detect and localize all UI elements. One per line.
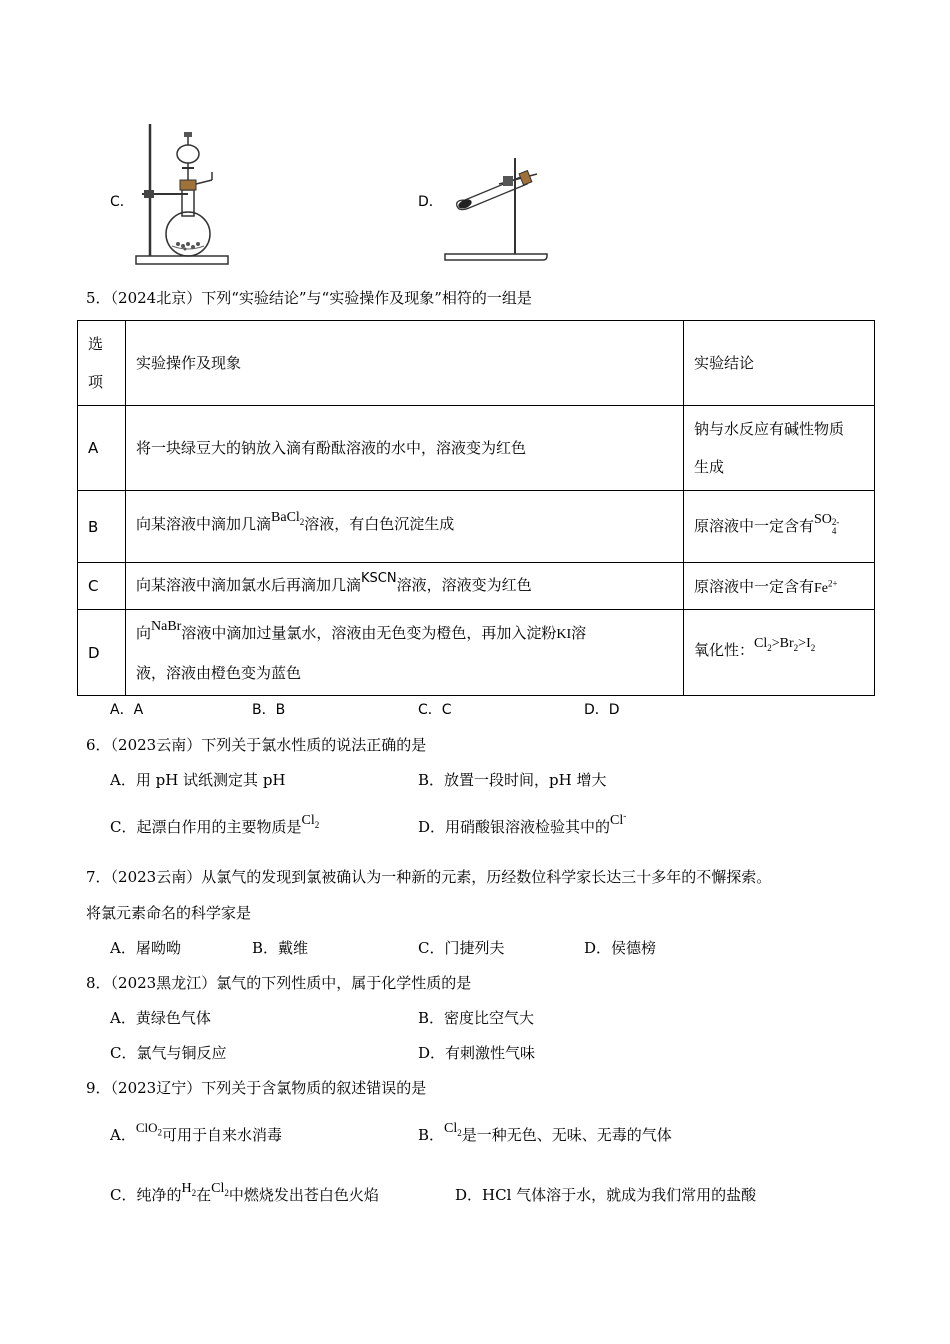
sulfate-charge: 2-	[831, 516, 840, 527]
question-9-stem: 9．（2023辽宁）下列关于含氯物质的叙述错误的是	[86, 1079, 427, 1097]
bacl2-sub: 2	[299, 516, 305, 527]
question-8-stem: 8．（2023黑龙江）氯气的下列性质中，属于化学性质的是	[86, 974, 472, 992]
row-a-conclusion-line2: 生成	[694, 458, 725, 476]
q9-c-cl2-sub: 2	[224, 1187, 229, 1198]
q9-a-clo2-text: ClO	[135, 1120, 158, 1135]
row-d-op-line2: 液，溶液由橙色变为蓝色	[136, 663, 302, 682]
question-7-stem-line2: 将氯元素命名的科学家是	[86, 904, 252, 922]
q9-a-clo2	[135, 1120, 163, 1138]
oxidizing-order	[754, 636, 815, 651]
q6-option-d[interactable]	[418, 810, 627, 837]
ferrous-text: Fe	[814, 580, 829, 596]
q9-b-cl2	[444, 1121, 462, 1136]
q9-a-clo2-sub: 2	[157, 1127, 163, 1138]
table-row	[78, 610, 875, 696]
q6-option-a[interactable]: A．用 pH 试纸测定其 pH	[110, 771, 286, 789]
row-b-key: B	[78, 491, 126, 563]
row-b-con-pre: 原溶液中一定含有	[694, 516, 815, 535]
header-option-line1: 选	[88, 335, 104, 353]
q9-c-cl2	[211, 1181, 229, 1196]
q9-b-text: 是一种无色、无味、无毒的气体	[461, 1126, 672, 1144]
header-option-cell	[78, 321, 126, 406]
q9-a-text: 可用于自来水消毒	[162, 1126, 283, 1144]
nabr-formula: NaBr	[151, 618, 182, 634]
row-d-operation	[126, 610, 684, 696]
question-6-stem: 6．（2023云南）下列关于氯水性质的说法正确的是	[86, 736, 427, 754]
row-b-op-post: 溶液，有白色沉淀生成	[304, 514, 455, 533]
q7-option-c[interactable]: C．门捷列夫	[418, 939, 505, 957]
row-a-key: A	[78, 406, 126, 491]
i2-sub: 2	[810, 642, 816, 653]
row-a-conclusion	[684, 406, 875, 491]
q9-c-text-post: 中燃烧发出苍白色火焰	[228, 1186, 379, 1204]
ki-formula: KI	[556, 626, 572, 642]
bacl2-text: BaCl	[271, 509, 300, 525]
row-d-key: D	[78, 610, 126, 696]
q6-option-b[interactable]: B．放置一段时间，pH 增大	[418, 771, 607, 789]
ferrous-charge: 2+	[828, 578, 838, 589]
header-operation-cell: 实验操作及现象	[126, 321, 684, 406]
q7-option-b[interactable]: B．戴维	[252, 939, 309, 957]
q9-c-h2	[181, 1181, 196, 1196]
gt-sign-2: >	[798, 635, 807, 651]
q9-c-text-mid: 在	[196, 1186, 212, 1204]
q5-option-c[interactable]: C．C	[418, 702, 452, 718]
table-row	[78, 563, 875, 610]
br2-text: Br	[779, 635, 794, 651]
q9-a-label: A．	[110, 1126, 136, 1144]
q6-c-cl2-sub: 2	[314, 819, 320, 830]
sulfate-charge-stack	[832, 518, 840, 536]
row-d-conclusion	[684, 610, 875, 696]
option-c-label: C．	[110, 194, 134, 210]
q8-option-a[interactable]: A．黄绿色气体	[110, 1009, 211, 1027]
q9-c-h2-text: H	[181, 1181, 192, 1196]
cl2-text: Cl	[754, 635, 768, 651]
q9-c-cl2-text: Cl	[211, 1181, 225, 1196]
kscn-formula: KSCN	[361, 571, 397, 586]
q6-d-text: D．用硝酸银溶液检验其中的	[418, 818, 611, 836]
q9-option-b[interactable]	[418, 1121, 672, 1146]
q6-c-text: C．起漂白作用的主要物质是	[110, 818, 302, 836]
sulfate-text: SO	[814, 511, 832, 527]
q9-option-a[interactable]	[110, 1120, 283, 1146]
sulfate-ion	[814, 511, 840, 536]
gt-sign-1: >	[771, 635, 780, 651]
header-option-line2: 项	[88, 373, 104, 391]
q8-option-b[interactable]: B．密度比空气大	[418, 1009, 535, 1027]
q9-c-text-pre: C．纯净的	[110, 1186, 182, 1204]
row-c-key: C	[78, 563, 126, 610]
row-d-op-mid: 溶液中滴加过量氯水，溶液由无色变为橙色，再加入淀粉	[181, 623, 557, 642]
cl2-sub: 2	[767, 642, 772, 653]
q6-c-cl2-text: Cl	[301, 813, 315, 828]
q6-d-cl-ion	[610, 810, 627, 828]
row-b-conclusion	[684, 491, 875, 563]
flask-stand-apparatus-image	[128, 122, 240, 266]
q7-option-d[interactable]: D．侯德榜	[584, 939, 657, 957]
i2-text: I	[806, 635, 811, 651]
table-row	[78, 406, 875, 491]
q7-option-a[interactable]: A．屠呦呦	[110, 939, 181, 957]
table-header-row	[78, 321, 875, 406]
br2-sub: 2	[793, 642, 799, 653]
row-c-op-post: 溶液，溶液变为红色	[396, 576, 532, 594]
q9-c-h2-sub: 2	[191, 1187, 197, 1198]
option-d-label: D．	[418, 194, 443, 210]
question-7-stem-line1: 7．（2023云南）从氯气的发现到氯被确认为一种新的元素，历经数位科学家长达三十多年的不懈探索。	[86, 868, 772, 886]
sulfate-sub: 4	[831, 525, 837, 536]
row-b-operation	[126, 491, 684, 563]
row-c-operation	[126, 563, 684, 610]
row-c-conclusion	[684, 563, 875, 610]
q9-b-cl2-text: Cl	[444, 1121, 458, 1136]
table-row	[78, 491, 875, 563]
row-a-operation: 将一块绿豆大的钠放入滴有酚酞溶液的水中，溶液变为红色	[126, 406, 684, 491]
q5-option-d[interactable]: D．D	[584, 702, 620, 718]
row-d-op-post: 溶	[571, 623, 587, 642]
ferrous-ion	[814, 578, 838, 596]
row-a-conclusion-line1: 钠与水反应有碱性物质	[694, 420, 845, 438]
q6-d-cl-text: Cl	[610, 813, 624, 828]
q8-option-c[interactable]: C．氯气与铜反应	[110, 1044, 227, 1062]
row-c-con-pre: 原溶液中一定含有	[694, 577, 815, 596]
row-b-op-pre: 向某溶液中滴加几滴	[136, 514, 272, 533]
q9-b-cl2-sub: 2	[457, 1127, 462, 1138]
row-c-op-pre: 向某溶液中滴加氯水后再滴加几滴	[136, 576, 362, 594]
test-tube-stand-apparatus-image	[443, 156, 553, 264]
q9-option-c[interactable]	[110, 1181, 379, 1206]
q5-option-a[interactable]: A．A	[110, 702, 144, 718]
q8-option-d[interactable]: D．有刺激性气味	[418, 1044, 536, 1062]
q6-option-c[interactable]	[110, 813, 320, 838]
q6-d-cl-charge: -	[623, 810, 627, 821]
bacl2-formula	[271, 510, 304, 525]
q5-option-b[interactable]: B．B	[252, 702, 286, 718]
question-5-table	[77, 320, 875, 696]
row-d-con-pre: 氧化性：	[694, 640, 755, 659]
header-conclusion-cell: 实验结论	[684, 321, 875, 406]
q6-c-cl2	[301, 813, 319, 828]
question-5-stem: 5．（2024北京）下列“实验结论”与“实验操作及现象”相符的一组是	[86, 289, 532, 307]
q9-option-d[interactable]: D．HCl 气体溶于水，就成为我们常用的盐酸	[455, 1186, 757, 1204]
q9-b-label: B．	[418, 1126, 445, 1144]
row-d-op-pre: 向	[136, 623, 152, 642]
